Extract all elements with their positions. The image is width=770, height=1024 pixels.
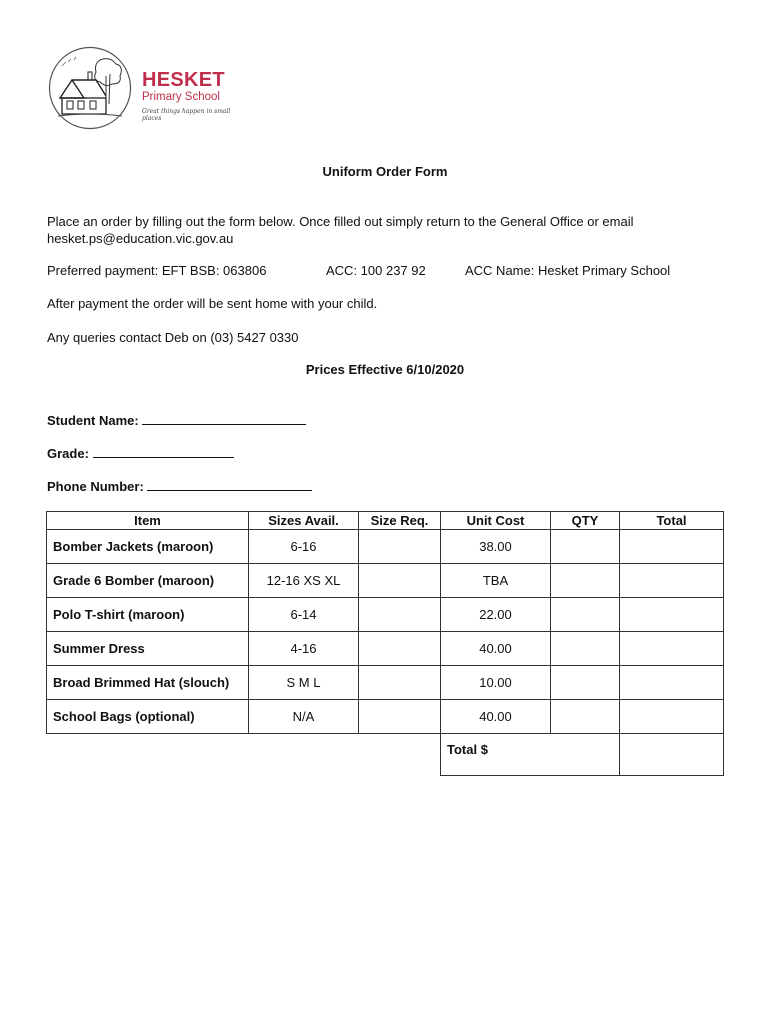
unit-cost: 22.00 — [441, 598, 551, 632]
item-name: Summer Dress — [47, 632, 249, 666]
total-cell[interactable] — [620, 632, 724, 666]
total-cell[interactable] — [620, 598, 724, 632]
payment-acc-name: ACC Name: Hesket Primary School — [465, 263, 671, 278]
school-tagline: Great things happen in small places — [142, 108, 231, 122]
school-subtitle: Primary School — [142, 91, 220, 103]
phone-input-line[interactable] — [147, 478, 312, 491]
table-row — [47, 666, 724, 700]
student-name-field — [47, 412, 306, 428]
size-req-cell[interactable] — [359, 666, 441, 700]
table-header-row — [47, 512, 724, 530]
qty-cell[interactable] — [551, 564, 620, 598]
header-sizes-avail: Sizes Avail. — [249, 512, 359, 530]
qty-cell[interactable] — [551, 632, 620, 666]
intro-text: Place an order by filling out the form below. Once filled out simply return to the General Office or email hesket.ps@education.vic.gov.au — [47, 214, 634, 246]
table-row — [47, 700, 724, 734]
size-req-cell[interactable] — [359, 700, 441, 734]
queries-note: Any queries contact Deb on (03) 5427 0330 — [47, 330, 299, 345]
prices-effective: Prices Effective 6/10/2020 — [305, 362, 465, 377]
header-qty: QTY — [551, 512, 620, 530]
header-size-req: Size Req. — [359, 512, 441, 530]
item-name: Grade 6 Bomber (maroon) — [47, 564, 249, 598]
sizes-avail: S M L — [249, 666, 359, 700]
school-logo — [48, 46, 238, 132]
student-name-input-line[interactable] — [142, 412, 306, 425]
phone-label: Phone Number: — [47, 479, 144, 494]
order-table — [46, 511, 724, 776]
payment-acc: ACC: 100 237 92 — [326, 263, 426, 278]
payment-bsb: Preferred payment: EFT BSB: 063806 — [47, 263, 267, 278]
item-name: Broad Brimmed Hat (slouch) — [47, 666, 249, 700]
qty-cell[interactable] — [551, 666, 620, 700]
sizes-avail: 6-16 — [249, 530, 359, 564]
form-title: Uniform Order Form — [322, 164, 448, 179]
grade-field — [47, 445, 234, 461]
header-item: Item — [47, 512, 249, 530]
payment-details — [47, 262, 671, 279]
table-row — [47, 564, 724, 598]
qty-cell[interactable] — [551, 598, 620, 632]
sizes-avail: 12-16 XS XL — [249, 564, 359, 598]
size-req-cell[interactable] — [359, 564, 441, 598]
sizes-avail: 6-14 — [249, 598, 359, 632]
total-row — [47, 734, 724, 776]
total-cell[interactable] — [620, 564, 724, 598]
school-building-icon — [48, 46, 132, 130]
total-label: Total $ — [441, 734, 620, 776]
after-payment-note: After payment the order will be sent home with your child. — [47, 296, 378, 311]
size-req-cell[interactable] — [359, 632, 441, 666]
unit-cost: TBA — [441, 564, 551, 598]
item-name: School Bags (optional) — [47, 700, 249, 734]
unit-cost: 40.00 — [441, 632, 551, 666]
school-name: HESKET — [142, 69, 225, 91]
unit-cost: 10.00 — [441, 666, 551, 700]
grade-input-line[interactable] — [93, 445, 234, 458]
table-row — [47, 530, 724, 564]
size-req-cell[interactable] — [359, 598, 441, 632]
total-cell[interactable] — [620, 666, 724, 700]
unit-cost: 40.00 — [441, 700, 551, 734]
table-row — [47, 598, 724, 632]
grand-total-cell[interactable] — [620, 734, 724, 776]
qty-cell[interactable] — [551, 700, 620, 734]
grade-label: Grade: — [47, 446, 89, 461]
phone-field — [47, 478, 312, 494]
sizes-avail: N/A — [249, 700, 359, 734]
header-total: Total — [620, 512, 724, 530]
qty-cell[interactable] — [551, 530, 620, 564]
total-row-spacer — [47, 734, 441, 776]
item-name: Polo T-shirt (maroon) — [47, 598, 249, 632]
student-name-label: Student Name: — [47, 413, 139, 428]
size-req-cell[interactable] — [359, 530, 441, 564]
header-unit-cost: Unit Cost — [441, 512, 551, 530]
unit-cost: 38.00 — [441, 530, 551, 564]
sizes-avail: 4-16 — [249, 632, 359, 666]
total-cell[interactable] — [620, 530, 724, 564]
table-row — [47, 632, 724, 666]
item-name: Bomber Jackets (maroon) — [47, 530, 249, 564]
total-cell[interactable] — [620, 700, 724, 734]
